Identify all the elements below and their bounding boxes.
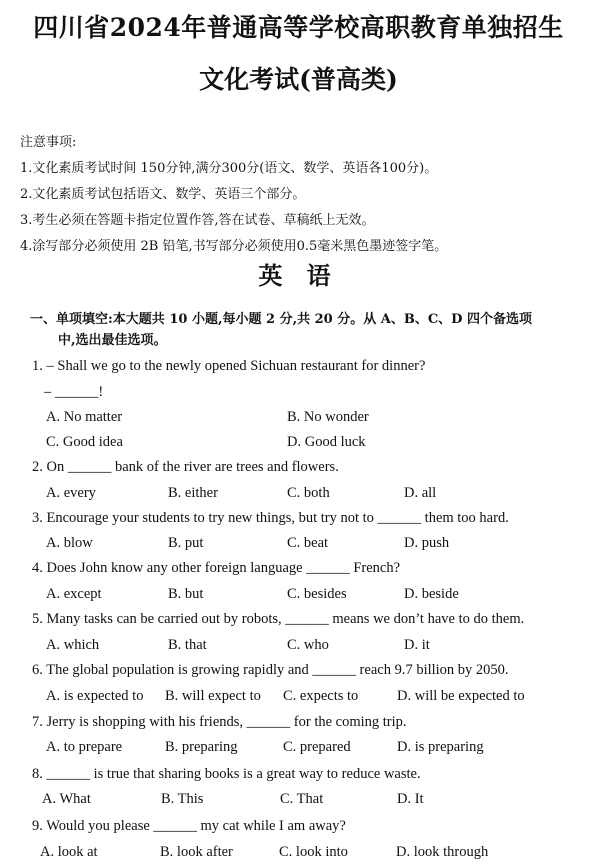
question-9-stem: 9. Would you please ______ my cat while I am away? bbox=[32, 818, 346, 834]
question-7-option-d: D. is preparing bbox=[397, 739, 484, 755]
question-1-option-c: C. Good idea bbox=[46, 434, 123, 450]
question-5-stem: 5. Many tasks can be carried out by robots, ______ means we don’t have to do them. bbox=[32, 611, 525, 627]
question-6-stem: 6. The global population is growing rapidly and ______ reach 9.7 billion by 2050. bbox=[32, 662, 509, 678]
question-8-stem: 8. ______ is true that sharing books is a great way to reduce waste. bbox=[32, 766, 421, 782]
note-item: 4.涂写部分必须使用 2B 铅笔,书写部分必须使用0.5毫米黑色墨迹签字笔。 bbox=[20, 239, 448, 254]
question-2-option-c: C. both bbox=[287, 485, 330, 501]
question-3-option-d: D. push bbox=[404, 535, 450, 551]
question-2-option-d: D. all bbox=[404, 485, 437, 501]
note-item: 3.考生必须在答题卡指定位置作答,答在试卷、草稿纸上无效。 bbox=[20, 213, 375, 228]
question-3-stem: 3. Encourage your students to try new things, but try not to ______ them too hard. bbox=[32, 510, 509, 526]
question-2-option-a: A. every bbox=[46, 485, 96, 501]
question-5-option-a: A. which bbox=[46, 637, 100, 653]
question-5-option-d: D. it bbox=[404, 637, 430, 653]
question-7-option-a: A. to prepare bbox=[46, 739, 123, 755]
exam-title: 四川省2024年普通高等学校高职教育单独招生 bbox=[33, 13, 564, 42]
question-3-option-a: A. blow bbox=[46, 535, 93, 551]
question-4-option-d: D. beside bbox=[404, 586, 459, 602]
question-1-stem: 1. – Shall we go to the newly opened Sichuan restaurant for dinner? bbox=[32, 358, 426, 374]
question-6-option-b: B. will expect to bbox=[165, 688, 261, 704]
question-8-option-d: D. It bbox=[397, 791, 424, 807]
question-4-stem: 4. Does John know any other foreign language ______ French? bbox=[32, 560, 401, 576]
question-9-option-a: A. look at bbox=[40, 844, 98, 860]
question-5-option-c: C. who bbox=[287, 637, 329, 653]
question-7-option-c: C. prepared bbox=[283, 739, 351, 755]
notes-block bbox=[20, 130, 590, 260]
note-item: 2.文化素质考试包括语文、数学、英语三个部分。 bbox=[20, 187, 306, 202]
question-8-option-c: C. That bbox=[280, 791, 324, 807]
question-7-option-b: B. preparing bbox=[165, 739, 238, 755]
question-6-option-c: C. expects to bbox=[283, 688, 359, 704]
question-9-option-c: C. look into bbox=[279, 844, 348, 860]
question-1-option-d: D. Good luck bbox=[287, 434, 366, 450]
question-4-option-a: A. except bbox=[46, 586, 102, 602]
question-3-option-c: C. beat bbox=[287, 535, 329, 551]
section-line-1: 一、单项填空:本大题共 10 小题,每小题 2 分,共 20 分。从 A、B、C、D 四个备选项 bbox=[30, 312, 532, 327]
question-2-option-b: B. either bbox=[168, 485, 218, 501]
question-2-stem: 2. On ______ bank of the river are trees and flowers. bbox=[32, 459, 339, 475]
notes-heading: 注意事项: bbox=[20, 135, 77, 150]
question-9-option-b: B. look after bbox=[160, 844, 233, 860]
question-7-stem: 7. Jerry is shopping with his friends, ______ for the coming trip. bbox=[32, 714, 407, 730]
subject-title: 英 语 bbox=[258, 261, 339, 290]
question-8-option-b: B. This bbox=[161, 791, 204, 807]
question-6-option-a: A. is expected to bbox=[46, 688, 144, 704]
question-8-option-a: A. What bbox=[42, 791, 91, 807]
exam-subtitle: 文化考试(普高类) bbox=[199, 65, 398, 94]
section-instructions bbox=[30, 309, 590, 351]
question-1-option-b: B. No wonder bbox=[287, 409, 369, 425]
question-1-option-a: A. No matter bbox=[46, 409, 123, 425]
question-3-option-b: B. put bbox=[168, 535, 204, 551]
note-item: 1.文化素质考试时间 150分钟,满分300分(语文、数学、英语各100分)。 bbox=[20, 161, 438, 176]
question-1-stem-reply: – ______! bbox=[44, 384, 104, 400]
question-4-option-c: C. besides bbox=[287, 586, 347, 602]
section-line-2: 中,选出最佳选项。 bbox=[58, 333, 167, 348]
question-5-option-b: B. that bbox=[168, 637, 207, 653]
question-4-option-b: B. but bbox=[168, 586, 204, 602]
question-9-option-d: D. look through bbox=[396, 844, 489, 860]
question-6-option-d: D. will be expected to bbox=[397, 688, 525, 704]
